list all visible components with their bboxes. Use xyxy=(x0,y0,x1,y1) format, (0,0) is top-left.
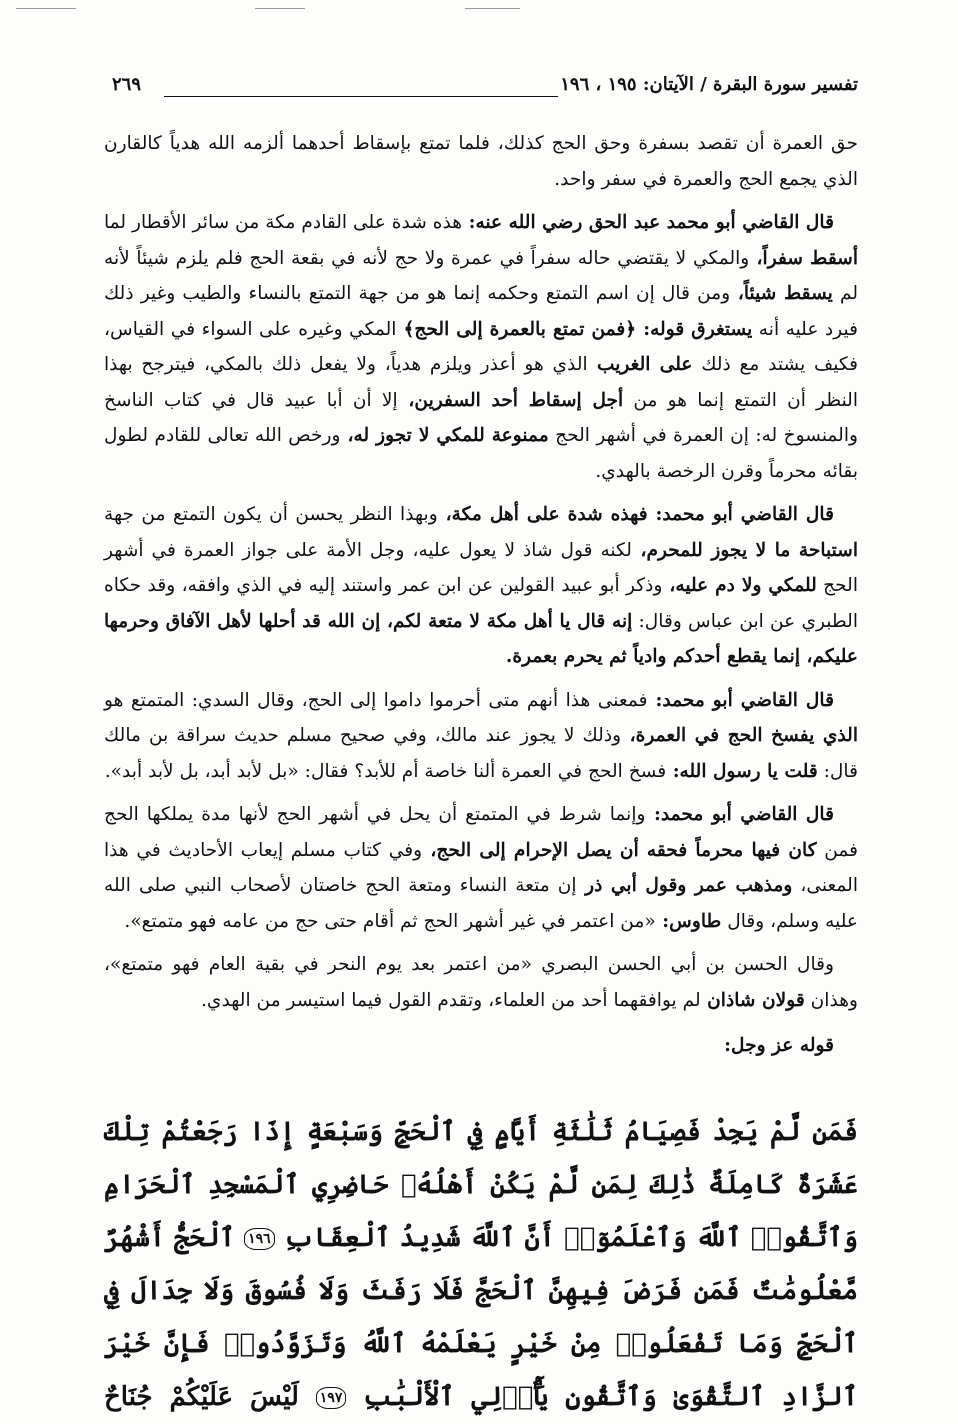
bold-run: للمكي ولا دم عليه، xyxy=(662,575,817,596)
paragraph xyxy=(104,947,858,1018)
bold-run: يستغرق قوله: ﴿فمن تمتع بالعمرة إلى الحج﴾ xyxy=(396,318,753,340)
bold-run: قولان شاذان xyxy=(700,989,805,1011)
text-run: فمعنى هذا أنهم متى أحرموا داموا إلى الحج، وقال السدي: المتمتع هو xyxy=(104,689,648,711)
bold-run: أجل إسقاط أحد السفرين، xyxy=(397,389,624,411)
bold-run: فهذه شدة على أهل مكة، xyxy=(437,504,648,525)
bold-run: على الغريب xyxy=(587,354,693,375)
text-run: والمكي لا يقتضي حاله سفراً في عمرة ولا حج لأنه في بقعة الحج فلم يلزم شيئاً لأنه لم xyxy=(104,247,859,304)
text-run: الذي هو أعذر ويلزم هدياً، ولا يفعل ذلك بالمكي، فيترجح بهذا النظر أن التمتع إنما هو من xyxy=(104,354,859,411)
text-run: وذلك لا يجوز عند مالك، وفي صحيح مسلم حديث سراقة بن مالك قال: xyxy=(104,725,858,782)
header-title: تفسير سورة البقرة / الآيتان: ١٩٥ ، ١٩٦ xyxy=(560,74,858,95)
verse-part-3: لَيْسَ عَلَيْكُمْ جُنَاحٌ xyxy=(104,1382,299,1412)
quran-verse xyxy=(104,1106,858,1424)
text-run: وقال الحسن بن أبي الحسن البصري «من اعتمر بعد يوم النحر في بقية العام فهو متمتع»، وهذان xyxy=(104,954,858,1011)
bold-run: قال القاضي أبو محمد عبد الحق رضي الله عنه: xyxy=(462,212,834,233)
paragraph xyxy=(104,126,858,197)
commentary-text xyxy=(104,126,858,1072)
paragraph xyxy=(104,497,858,675)
text-run: ومن قال إن اسم التمتع وحكمه إنما هو من جهة التمتع بالنساء والطيب وغير ذلك فيرد عليه أنه xyxy=(104,283,858,340)
text-run: وبهذا النظر يحسن أن يكون التمتع من جهة xyxy=(104,504,438,525)
text-run: فسخ الحج في العمرة ألنا خاصة أم للأبد؟ فقال: «بل لأبد أبد، بل لأبد أبد». xyxy=(104,760,667,782)
page-number: ٢٦٩ xyxy=(112,74,142,95)
bold-run: قال القاضي أبو محمد: xyxy=(645,804,834,825)
text-run: وذكر أبو عبيد القولين عن ابن عمر واستند إليه في الذي وافقه، وقد حكاه الطبري عن ابن عباس وقال: xyxy=(104,575,858,632)
bold-run: طاوس: xyxy=(655,910,722,932)
paragraph xyxy=(104,683,858,790)
ayah-number-marker: ١٩٧ xyxy=(316,1387,347,1409)
text-run: لكنه قول شاذ لا يعول عليه، وجل الأمة على جواز العمرة في أشهر الحج xyxy=(104,539,859,596)
running-header xyxy=(104,70,858,110)
bold-run: ومذهب عمر وقول أبي ذر xyxy=(576,875,793,896)
bold-run: إنه قال يا أهل مكة لا متعة لكم، إن الله قد أحلها لأهل الآفاق وحرمها عليكم، إنما يقطع أحدكم وادياً ثم يحرم بعمرة. xyxy=(104,610,858,667)
verse-part-2: ٱلْحَجُّ أَشْهُرٌ مَّعْلُومَٰتٌ فَمَن فَرَضَ فِيهِنَّ ٱلْحَجَّ فَلَا رَفَثَ وَلَا فُسُوقَ وَلَا جِدَالَ فِي ٱلْحَجِّ وَمَا تَفْعَلُوا۟ مِنْ خَيْرٍ يَعْلَمْهُ ٱللَّهُ وَتَزَوَّدُوا۟ فَإِنَّ خَيْرَ ٱلزَّادِ ٱلتَّقْوَىٰ وَٱتَّقُونِ يَٰٓأُو۟لِي ٱلْأَلْبَٰبِ xyxy=(104,1223,858,1412)
text-run: المكي وغيره على السواء في القياس، فكيف يشتد مع ذلك xyxy=(104,318,858,375)
text-run: «من اعتمر في غير أشهر الحج ثم أقام حتى حج من عامه فهو متمتع». xyxy=(124,910,656,932)
verse-part-1: فَمَن لَّمْ يَجِدْ فَصِيَامُ ثَلَٰثَةِ أَيَّامٍ فِي ٱلْحَجِّ وَسَبْعَةٍ إِذَا رَجَعْتُمْ تِلْكَ عَشَرَةٌ كَامِلَةٌ ذَٰلِكَ لِمَن لَّمْ يَكُنْ أَهْلُهُۥ حَاضِرِي ٱلْمَسْجِدِ ٱلْحَرَامِ وَٱتَّقُوا۟ ٱللَّهَ وَٱعْلَمُوٓا۟ أَنَّ ٱللَّهَ شَدِيدُ ٱلْعِقَابِ xyxy=(104,1117,858,1253)
paragraph xyxy=(104,205,858,489)
bold-run: قلت يا رسول الله: xyxy=(666,760,818,782)
verse-intro: قوله عز وجل: xyxy=(724,1035,834,1056)
text-run: إلا أن أبا عبيد قال في كتاب الناسخ والمنسوخ له: إن العمرة في أشهر الحج xyxy=(104,389,858,446)
bold-run: الذي يفسخ الحج في العمرة، xyxy=(621,725,858,746)
scan-edge-marks xyxy=(0,8,958,10)
bold-run: يسقط شيئاً، xyxy=(730,283,833,304)
text-run: لم يوافقهما أحد من العلماء، وتقدم القول فيما استيسر من الهدي. xyxy=(201,989,701,1011)
bold-run: ممنوعة للمكي لا تجوز له، xyxy=(340,425,549,446)
text-run: وإنما شرط في المتمتع أن يحل في أشهر الحج لأنها مدة يملكها الحج فمن xyxy=(104,804,858,861)
bold-run: قال القاضي أبو محمد: xyxy=(647,689,834,711)
paragraph xyxy=(104,797,858,939)
text-run: حق العمرة أن تقصد بسفرة وحق الحج كذلك، فلما تمتع بإسقاط أحدهما ألزمه الله هدياً كالقارن الذي يجمع الحج والعمرة في سفر واحد. xyxy=(104,133,858,190)
ayah-number-marker: ١٩٦ xyxy=(244,1228,275,1250)
header-rule xyxy=(164,96,558,97)
text-run: إن متعة النساء ومتعة الحج خاصتان لأصحاب النبي صلى الله عليه وسلم، وقال xyxy=(104,875,858,932)
text-run: هذه شدة على القادم مكة من سائر الأقطار لما xyxy=(104,212,463,233)
bold-run: قال القاضي أبو محمد: xyxy=(647,504,834,525)
text-run: وفي كتاب مسلم إيعاب الأحاديث في هذا المعنى، xyxy=(104,839,858,896)
bold-run: استباحة ما لا يجوز للمحرم، xyxy=(631,539,858,561)
bold-run: أسقط سفراً، xyxy=(749,247,858,269)
bold-run: كان فيها محرماً فحقه أن يصل الإحرام إلى الحج، xyxy=(422,839,817,861)
text-run: ورخص الله تعالى للقادم لطول بقائه محرماً وقرن الرخصة بالهدي. xyxy=(104,425,858,482)
